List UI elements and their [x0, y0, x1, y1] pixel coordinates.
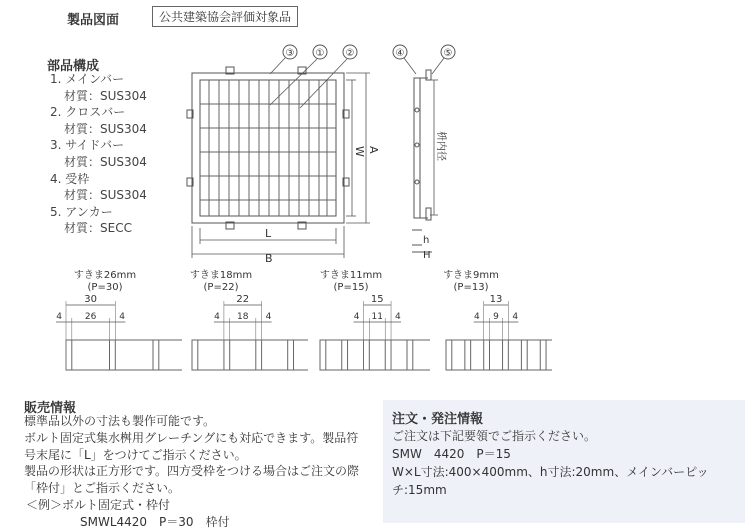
- part-material: 材質：SUS304: [64, 188, 147, 203]
- bar-section: [288, 340, 294, 370]
- order-text: [392, 427, 709, 499]
- bar-width-value: 4: [353, 312, 360, 322]
- order-line: W×L寸法:400×400mm、h寸法:20mm、メインバーピッ: [392, 465, 709, 479]
- gap-value: 11: [371, 312, 384, 322]
- bar-section: [521, 340, 527, 370]
- bar-section: [192, 340, 198, 370]
- bar-width-value: 4: [395, 312, 401, 322]
- part-item: 1. メインバー: [50, 72, 125, 86]
- order-line: チ:15mm: [392, 483, 447, 497]
- pitch-value: 30: [84, 294, 98, 305]
- bar-width-value: 4: [512, 312, 519, 322]
- pitch-value: 22: [236, 294, 250, 305]
- main-bars: [209, 80, 327, 216]
- pitch-label: (P=30): [87, 282, 123, 293]
- gap-label: すきま18mm: [189, 270, 253, 281]
- callout-5-label: ⑤: [443, 48, 453, 59]
- order-line: ご注文は下記要領でご指示ください。: [392, 429, 597, 443]
- dim-L: L: [265, 227, 272, 240]
- bar-section: [256, 340, 262, 370]
- dim-B: B: [265, 252, 273, 265]
- sales-title: 販売情報: [24, 401, 77, 416]
- bar-width-value: 4: [56, 312, 62, 322]
- bar-section: [540, 340, 546, 370]
- spacing-group-2: [186, 270, 256, 294]
- gap-value: 18: [237, 312, 249, 322]
- sales-line: 号末尾に「L」をつけてご指示ください。: [24, 447, 247, 462]
- bar-section: [364, 340, 370, 370]
- bar-section: [385, 340, 391, 370]
- part-item: 3. サイドバー: [50, 138, 125, 153]
- bar-section: [153, 340, 159, 370]
- bar-section: [484, 340, 490, 370]
- spacing-group-3: [316, 270, 386, 294]
- sales-text: [24, 413, 359, 531]
- gap-value: 26: [84, 312, 97, 322]
- callout-2-label: ②: [345, 48, 355, 59]
- callout-1-label: ①: [315, 48, 325, 59]
- callout-4-label: ④: [395, 48, 405, 59]
- gap-label: すきま9mm: [443, 270, 499, 281]
- sales-line: ボルト固定式集水桝用グレーチングにも対応できます。製品符: [24, 430, 359, 445]
- pitch-label: (P=22): [203, 282, 239, 293]
- cross-bars: [200, 104, 336, 200]
- dim-A: A: [367, 146, 380, 154]
- order-title: 注文・発注情報: [392, 412, 484, 427]
- callout-3-label: ③: [285, 48, 295, 59]
- sales-line: 「枠付」とご指示ください。: [24, 481, 181, 496]
- sales-line: 製品の形状は正方形です。四方受枠をつける場合はご注文の際: [24, 464, 360, 479]
- bar-section: [320, 340, 326, 370]
- bar-section: [465, 340, 471, 370]
- sales-line: ＜例＞ボルト固定式・枠付: [26, 497, 171, 512]
- part-item: 5. アンカー: [50, 204, 113, 219]
- bar-section: [224, 340, 230, 370]
- gap-label: すきま11mm: [319, 270, 383, 281]
- dim-h: h: [423, 235, 430, 246]
- bar-section: [342, 340, 348, 370]
- bar-width-value: 4: [119, 312, 126, 322]
- gap-label: すきま26mm: [73, 270, 137, 281]
- dim-inner-diameter: 枡内径: [435, 131, 446, 161]
- dim-H: H: [423, 250, 431, 261]
- bar-width-value: 4: [265, 312, 272, 322]
- pitch-value: 15: [370, 294, 384, 305]
- part-material: 材質：SUS304: [64, 121, 147, 136]
- dim-W: W: [353, 146, 366, 157]
- sales-line: SMWL4420 P＝30 枠付: [80, 514, 230, 529]
- order-info-box: [383, 400, 745, 523]
- spacing-group-1: [70, 270, 140, 294]
- bar-section: [66, 340, 72, 370]
- order-line: SMW 4420 P＝15: [392, 447, 511, 461]
- part-item: 2. クロスバー: [50, 105, 126, 120]
- bar-section: [407, 340, 413, 370]
- bar-section: [503, 340, 509, 370]
- parts-title: 部品構成: [47, 59, 100, 74]
- grating-inner-frame: [200, 80, 336, 216]
- part-item: 4. 受枠: [50, 171, 90, 186]
- spacing-group-4: [436, 270, 506, 294]
- part-material: 材質：SUS304: [64, 88, 147, 103]
- gap-value: 9: [493, 312, 499, 322]
- part-material: 材質：SUS304: [64, 154, 147, 169]
- certification-badge: 公共建築協会評価対象品: [152, 6, 298, 27]
- drawing-title: 製品図面: [67, 13, 120, 28]
- bar-section: [110, 340, 116, 370]
- sales-line: 標準品以外の寸法も製作可能です。: [24, 414, 216, 428]
- bar-width-value: 4: [214, 312, 220, 322]
- pitch-value: 13: [489, 294, 503, 305]
- side-view: [412, 70, 432, 252]
- pitch-label: (P=13): [453, 282, 489, 293]
- bar-width-value: 4: [473, 312, 480, 322]
- bar-section: [446, 340, 452, 370]
- pitch-label: (P=15): [333, 282, 369, 293]
- part-material: 材質：SECC: [64, 221, 132, 236]
